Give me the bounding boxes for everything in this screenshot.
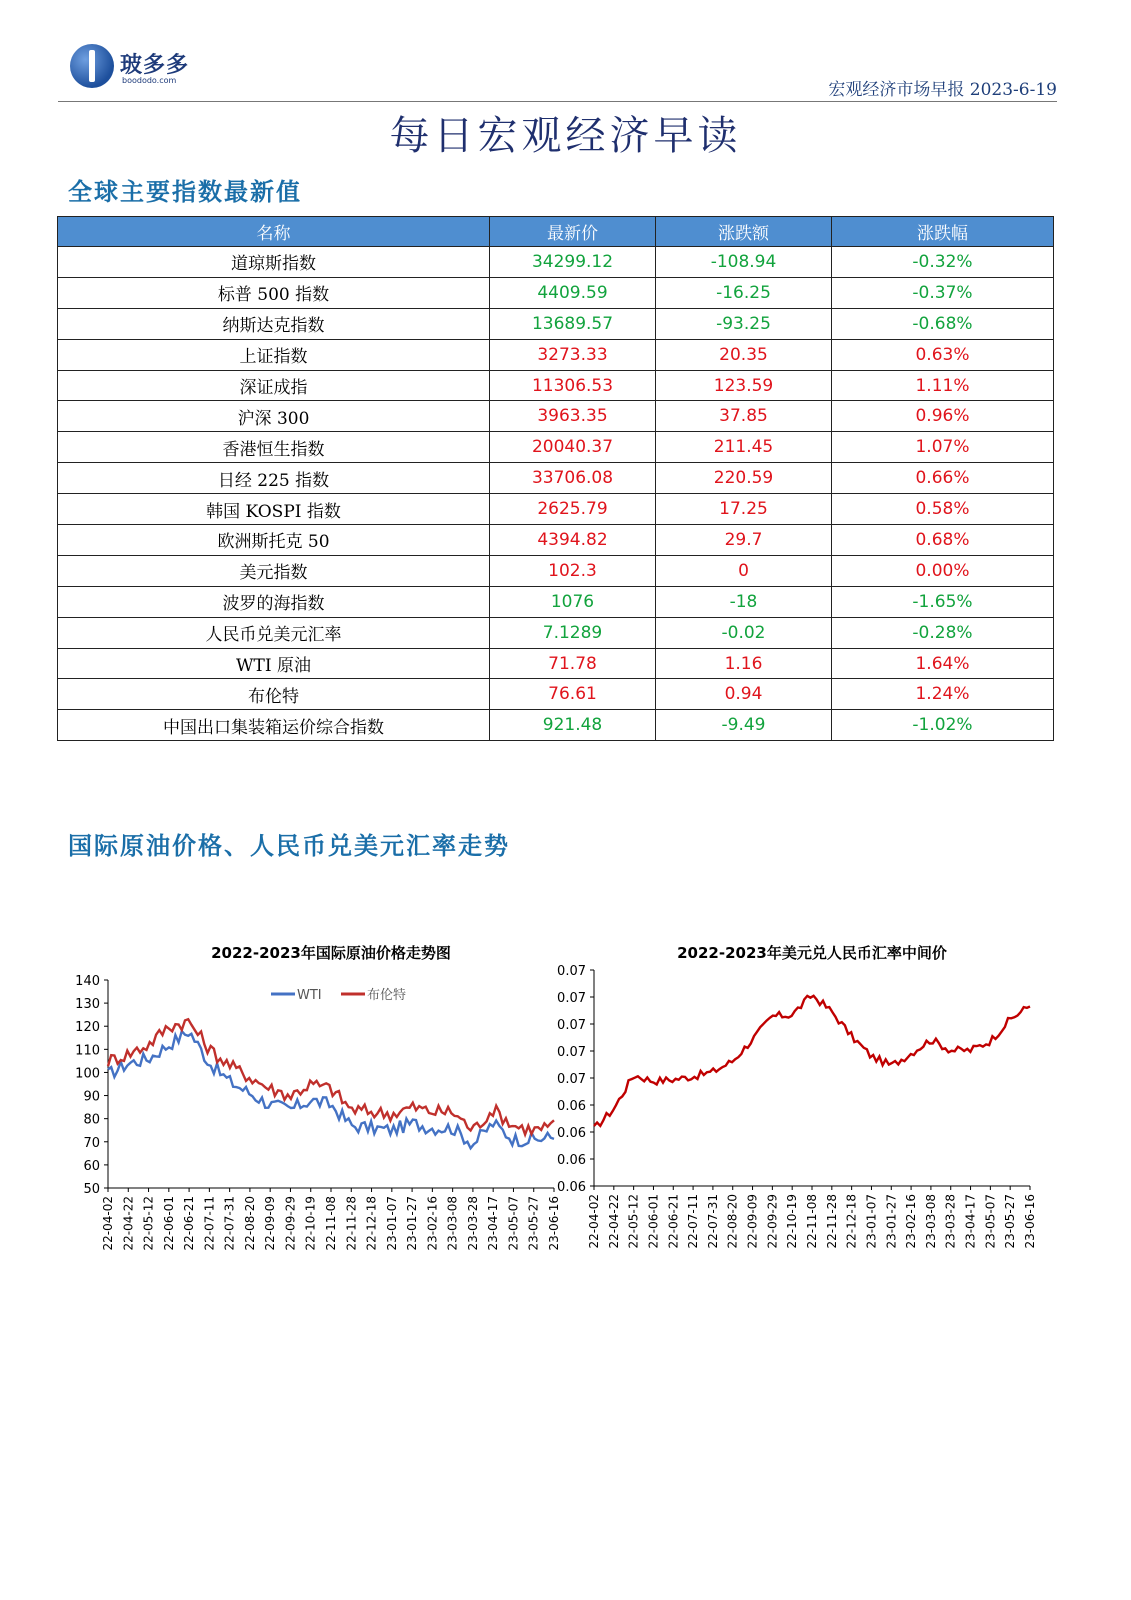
cell-pct: 1.11% [832,370,1054,401]
x-tick-label: 22-10-19 [303,1196,318,1251]
cell-name: 韩国 KOSPI 指数 [58,494,490,525]
cell-price: 4394.82 [490,525,656,556]
cell-name: 日经 225 指数 [58,463,490,494]
y-tick-label: 0.07 [557,1045,586,1060]
x-tick-label: 22-08-20 [725,1194,740,1249]
logo-url: boododo.com [122,76,177,85]
x-tick-label: 23-02-16 [425,1196,440,1251]
x-tick-label: 22-04-02 [101,1196,115,1251]
table-header-row [58,217,1054,247]
cell-price: 2625.79 [490,494,656,525]
cell-price: 1076 [490,586,656,617]
cell-change: 17.25 [656,494,832,525]
table-row [58,555,1054,586]
y-tick-label: 120 [75,1020,100,1036]
x-tick-label: 22-12-18 [364,1196,379,1251]
fx-rate-chart-svg [540,930,1050,1270]
x-tick-label: 22-09-29 [283,1196,298,1251]
fx-rate-chart [540,930,1050,1274]
cell-change: 29.7 [656,525,832,556]
cell-name: 人民币兑美元汇率 [58,617,490,648]
x-tick-label: 23-06-16 [1023,1194,1037,1249]
cell-change: -108.94 [656,247,832,278]
cell-change: 123.59 [656,370,832,401]
y-tick-label: 0.07 [557,1018,586,1033]
x-tick-label: 22-07-11 [202,1196,217,1251]
col-header-name: 名称 [58,217,490,247]
cell-pct: -1.02% [832,710,1054,741]
chart-title: 2022-2023年美元兑人民币汇率中间价 [677,944,947,962]
x-tick-label: 22-06-01 [646,1194,661,1249]
cell-price: 11306.53 [490,370,656,401]
cell-name: 沪深 300 [58,401,490,432]
cell-name: 美元指数 [58,555,490,586]
x-tick-label: 23-01-07 [384,1196,399,1251]
y-tick-label: 0.06 [557,1153,586,1168]
x-tick-label: 22-09-09 [263,1196,278,1251]
cell-pct: 1.07% [832,432,1054,463]
cell-change: 0 [656,555,832,586]
chart-title: 2022-2023年国际原油价格走势图 [211,944,451,962]
y-tick-label: 0.07 [557,1072,586,1087]
cell-pct: 0.63% [832,339,1054,370]
cell-change: 1.16 [656,648,832,679]
x-tick-label: 22-11-08 [324,1196,338,1251]
y-tick-label: 0.06 [557,1099,586,1114]
x-tick-label: 23-03-08 [445,1196,460,1251]
cell-price: 3273.33 [490,339,656,370]
x-tick-label: 23-01-07 [864,1194,879,1249]
table-row [58,525,1054,556]
table-row [58,308,1054,339]
x-tick-label: 22-09-09 [745,1194,760,1249]
table-row [58,432,1054,463]
cell-change: 0.94 [656,679,832,710]
cell-name: 香港恒生指数 [58,432,490,463]
table-row [58,648,1054,679]
cell-pct: -0.28% [832,617,1054,648]
cell-pct: 0.58% [832,494,1054,525]
x-tick-label: 22-11-28 [824,1194,839,1249]
cell-change: 220.59 [656,463,832,494]
cell-name: 欧洲斯托克 50 [58,525,490,556]
cell-pct: -0.32% [832,247,1054,278]
x-tick-label: 22-07-11 [686,1194,701,1249]
col-header-price: 最新价 [490,217,656,247]
x-tick-label: 22-08-20 [242,1196,257,1251]
table-row [58,710,1054,741]
cell-price: 13689.57 [490,308,656,339]
cell-change: 20.35 [656,339,832,370]
cell-pct: -0.68% [832,308,1054,339]
x-tick-label: 22-12-18 [844,1194,859,1249]
x-tick-label: 22-04-22 [121,1196,136,1251]
table-row [58,339,1054,370]
cell-price: 33706.08 [490,463,656,494]
cell-pct: 0.96% [832,401,1054,432]
page-title: 每日宏观经济早读 [389,113,742,159]
x-tick-label: 23-01-27 [405,1196,420,1251]
x-tick-label: 22-06-01 [161,1196,176,1251]
cell-pct: 1.24% [832,679,1054,710]
report-header: 宏观经济市场早报 2023-6-19 [828,80,1057,100]
cell-name: 上证指数 [58,339,490,370]
x-tick-label: 23-04-17 [486,1196,501,1251]
y-tick-label: 100 [75,1066,100,1082]
y-tick-label: 0.07 [557,991,586,1006]
legend-label: 布伦特 [367,988,407,1003]
cell-pct: 1.64% [832,648,1054,679]
x-tick-label: 23-04-17 [963,1194,978,1249]
cell-price: 7.1289 [490,617,656,648]
x-tick-label: 23-01-27 [884,1194,899,1249]
logo-name: 玻多多 [120,52,190,78]
x-tick-label: 22-10-19 [785,1194,800,1249]
x-tick-label: 23-06-16 [547,1196,560,1251]
cell-change: -93.25 [656,308,832,339]
company-logo [70,44,220,96]
cell-name: 深证成指 [58,370,490,401]
y-tick-label: 0.06 [557,1180,586,1195]
cell-price: 3963.35 [490,401,656,432]
x-tick-label: 23-03-28 [465,1196,480,1251]
cell-name: 布伦特 [58,679,490,710]
oil-price-chart [60,930,560,1274]
x-tick-label: 23-05-07 [506,1196,521,1251]
cell-price: 20040.37 [490,432,656,463]
x-tick-label: 22-04-22 [606,1194,621,1249]
cell-change: 211.45 [656,432,832,463]
cell-price: 71.78 [490,648,656,679]
cell-change: -9.49 [656,710,832,741]
cell-change: -0.02 [656,617,832,648]
x-tick-label: 22-05-12 [141,1196,156,1251]
table-row [58,247,1054,278]
y-tick-label: 70 [83,1135,100,1151]
header-divider [58,101,1057,102]
table-row [58,494,1054,525]
cell-name: 道琼斯指数 [58,247,490,278]
y-tick-label: 130 [75,997,100,1013]
cell-price: 34299.12 [490,247,656,278]
cell-price: 4409.59 [490,277,656,308]
cell-name: 波罗的海指数 [58,586,490,617]
cell-pct: -1.65% [832,586,1054,617]
cell-name: 中国出口集装箱运价综合指数 [58,710,490,741]
col-header-pct: 涨跌幅 [832,217,1054,247]
cell-price: 102.3 [490,555,656,586]
x-tick-label: 23-05-27 [1003,1194,1018,1249]
y-tick-label: 0.07 [557,964,586,979]
x-tick-label: 22-07-31 [222,1196,237,1251]
table-row [58,586,1054,617]
y-tick-label: 140 [75,974,100,989]
table-row [58,463,1054,494]
x-tick-label: 23-05-07 [983,1194,998,1249]
x-tick-label: 22-09-29 [765,1194,780,1249]
cell-change: -18 [656,586,832,617]
x-tick-label: 23-05-27 [526,1196,541,1251]
y-tick-label: 80 [83,1112,100,1128]
cell-pct: 0.66% [832,463,1054,494]
x-tick-label: 22-05-12 [626,1194,641,1249]
x-tick-label: 22-04-02 [587,1194,601,1249]
cell-price: 76.61 [490,679,656,710]
cell-change: -16.25 [656,277,832,308]
section-title-trends: 国际原油价格、人民币兑美元汇率走势 [68,832,510,860]
x-tick-label: 22-07-31 [705,1194,720,1249]
y-tick-label: 50 [83,1182,100,1197]
cell-pct: 0.68% [832,525,1054,556]
table-row [58,370,1054,401]
x-tick-label: 22-06-21 [182,1196,197,1251]
y-tick-label: 90 [83,1089,100,1105]
x-tick-label: 23-03-28 [943,1194,958,1249]
cell-name: WTI 原油 [58,648,490,679]
col-header-change: 涨跌额 [656,217,832,247]
cell-change: 37.85 [656,401,832,432]
logo-mark [70,44,114,88]
table-row [58,277,1054,308]
cell-pct: 0.00% [832,555,1054,586]
cell-pct: -0.37% [832,277,1054,308]
table-row [58,679,1054,710]
x-tick-label: 22-11-08 [805,1194,819,1249]
cell-name: 纳斯达克指数 [58,308,490,339]
x-tick-label: 23-02-16 [904,1194,919,1249]
y-tick-label: 60 [83,1158,100,1174]
legend-label: WTI [297,988,322,1003]
x-tick-label: 22-06-21 [666,1194,681,1249]
series-line-1 [594,996,1030,1126]
cell-name: 标普 500 指数 [58,277,490,308]
table-row [58,617,1054,648]
x-tick-label: 22-11-28 [344,1196,359,1251]
cell-price: 921.48 [490,710,656,741]
x-tick-label: 23-03-08 [923,1194,938,1249]
oil-price-chart-svg [60,930,560,1270]
y-tick-label: 110 [75,1043,100,1059]
section-title-indices: 全球主要指数最新值 [68,178,302,206]
index-table [57,216,1054,741]
table-row [58,401,1054,432]
y-tick-label: 0.06 [557,1126,586,1141]
